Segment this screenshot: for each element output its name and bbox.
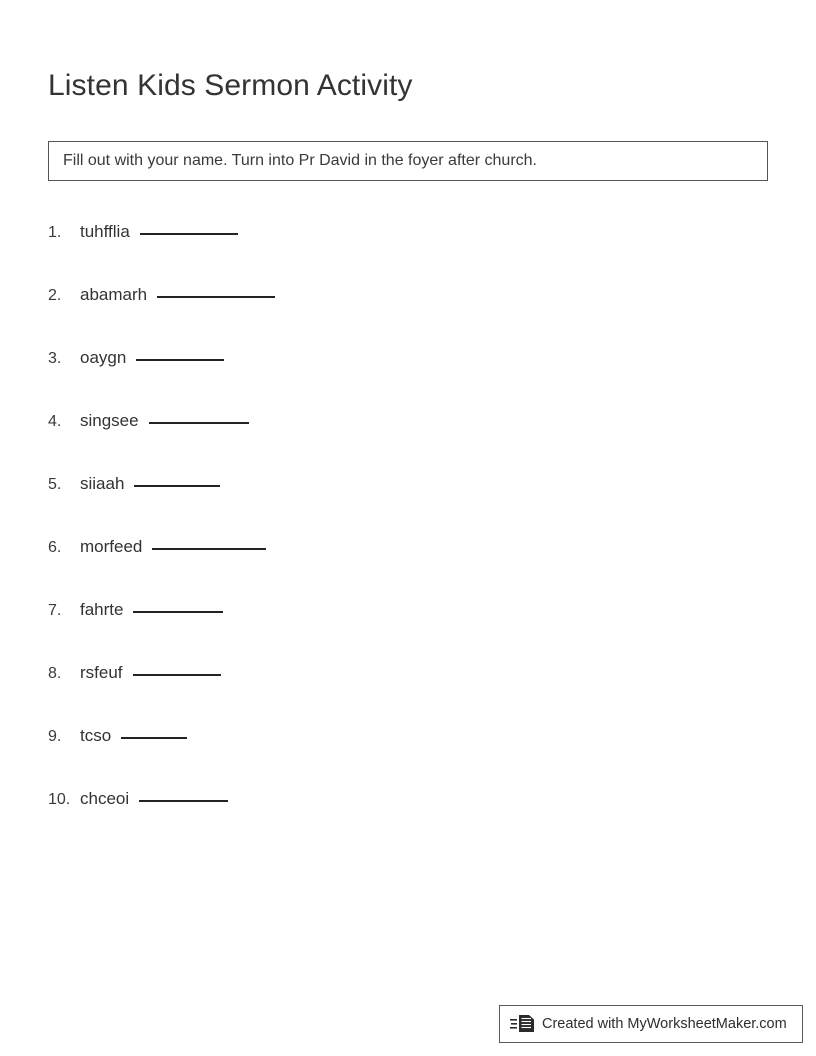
answer-blank[interactable] [139,799,228,802]
question-row [48,726,778,789]
answer-blank[interactable] [134,484,220,487]
question-number: 6. [48,539,62,556]
scrambled-word: tcso [80,726,112,745]
footer-badge[interactable] [499,1005,803,1043]
worksheet-maker-logo-icon [510,1012,536,1036]
scrambled-word: oaygn [80,348,127,367]
question-number: 9. [48,728,62,745]
scrambled-word: morfeed [80,537,143,556]
scrambled-word: chceoi [80,789,130,808]
answer-blank[interactable] [140,232,238,235]
question-number: 3. [48,350,62,367]
question-row [48,222,778,285]
answer-blank[interactable] [136,358,224,361]
question-number: 5. [48,476,62,493]
scrambled-word: singsee [80,411,139,430]
question-number: 7. [48,602,62,619]
scrambled-word: rsfeuf [80,663,123,682]
scrambled-word: tuhfflia [80,222,130,241]
scrambled-word: abamarh [80,285,148,304]
question-row [48,348,778,411]
answer-blank[interactable] [121,736,187,739]
question-list [48,222,778,852]
question-number: 4. [48,413,62,430]
instruction-box [48,141,768,181]
question-row [48,411,778,474]
question-row [48,663,778,726]
answer-blank[interactable] [157,295,275,298]
scrambled-word: fahrte [80,600,124,619]
question-number: 2. [48,287,62,304]
answer-blank[interactable] [149,421,249,424]
answer-blank[interactable] [152,547,266,550]
question-number: 1. [48,224,62,241]
question-row [48,789,778,852]
question-number: 10. [48,791,71,808]
instruction-text: Fill out with your name. Turn into Pr David in the foyer after church. [63,152,537,169]
page-title: Listen Kids Sermon Activity [48,69,413,103]
answer-blank[interactable] [133,610,223,613]
question-row [48,537,778,600]
footer-badge-text: Created with MyWorksheetMaker.com [542,1016,787,1032]
question-row [48,474,778,537]
scrambled-word: siiaah [80,474,125,493]
answer-blank[interactable] [133,673,221,676]
question-row [48,600,778,663]
question-number: 8. [48,665,62,682]
question-row [48,285,778,348]
